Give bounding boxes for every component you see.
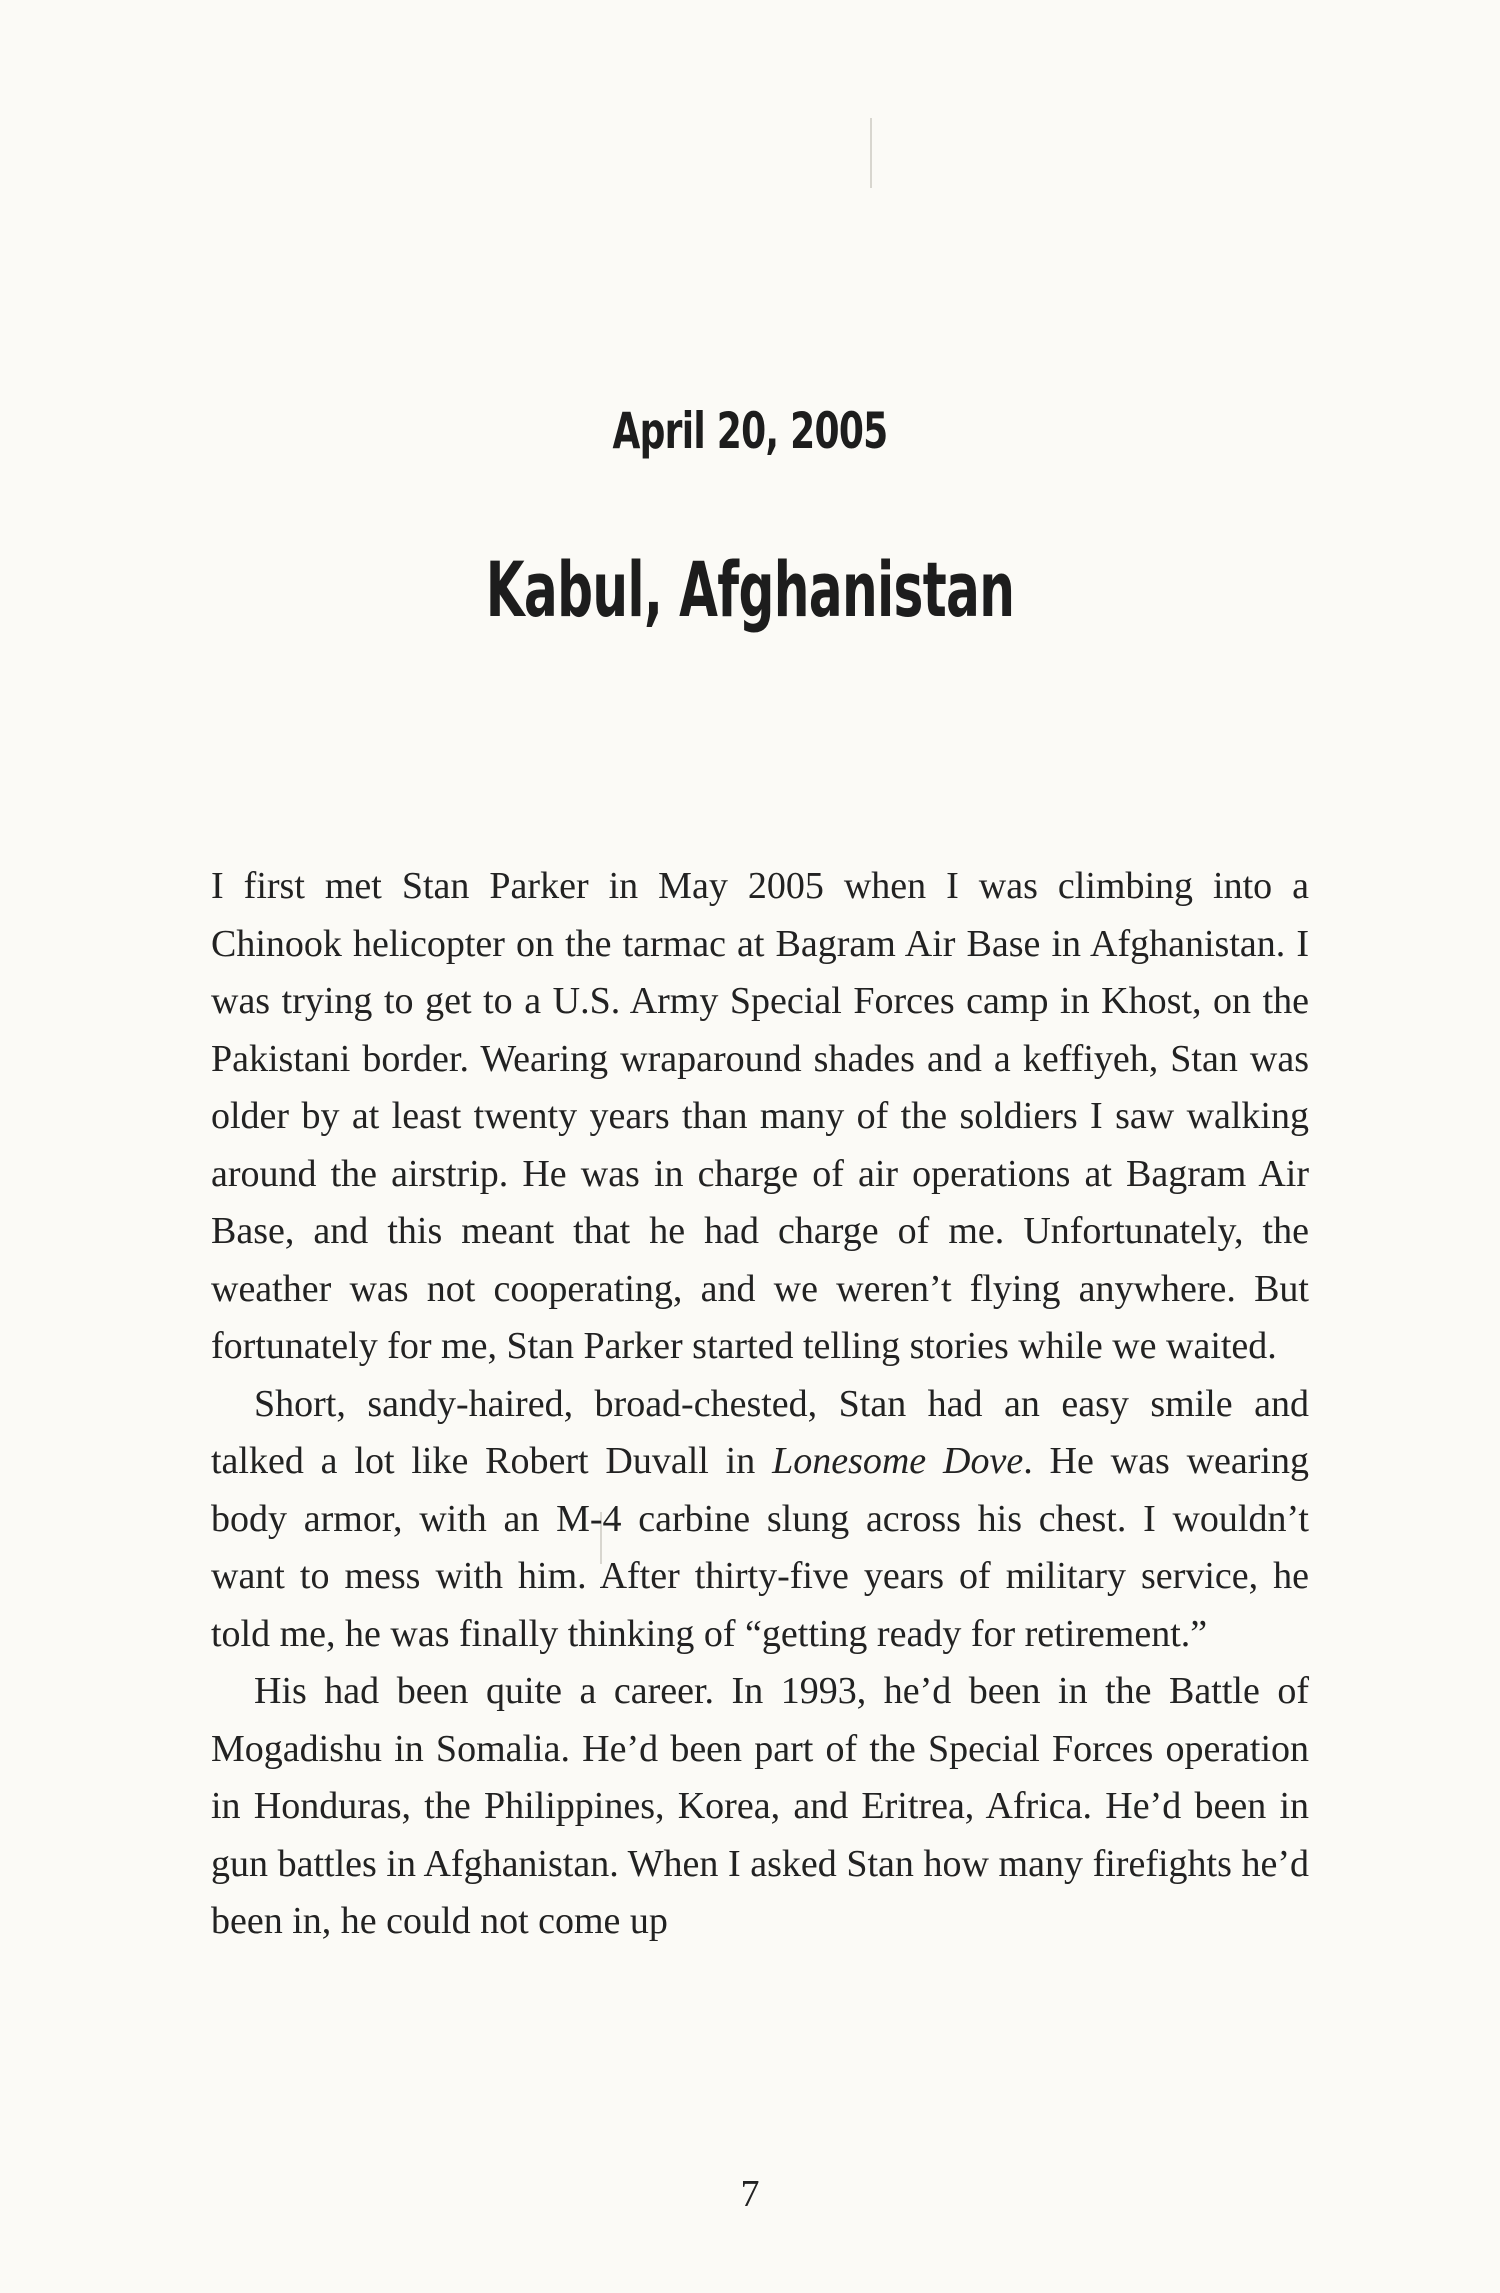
paragraph: I first met Stan Parker in May 2005 when I was climbing into a Chinook helicopter on the tarmac at Bagram Air Base in Afghanistan. I was trying to get to a U.S. Army Special Forces camp in Khost, on the Pakistani border. Wearing wraparound shades and a keffiyeh, Stan was older by at least twenty years than many of the soldiers I saw walking around the airstrip. He was in charge of air operations at Bagram Air Base, and this meant that he had charge of me. Unfortunately, the weather was not cooperating, and we weren’t flying anywhere. But fortunately for me, Stan Parker started telling stories while we waited. xyxy=(211,865,1309,1367)
chapter-location: Kabul, Afghanistan xyxy=(485,545,1015,634)
chapter-date: April 20, 2005 xyxy=(612,402,888,460)
paragraph xyxy=(211,1376,1309,1664)
body-text xyxy=(211,858,1309,1951)
paragraph-text: . He was wearing body armor, with an M-4 carbine slung across his chest. I wouldn’t want to mess with him. After thirty-five years of military service, he told me, he was finally thinking of “getting ready for retirement.” xyxy=(211,1440,1309,1655)
scan-mark xyxy=(870,118,872,188)
paragraph-text: Short, sandy-haired, broad-chested, Stan had an easy smile and talked a lot like Robert Duvall in xyxy=(211,1382,1309,1482)
paragraph: His had been quite a career. In 1993, he’d been in the Battle of Mogadishu in Somalia. He’d been part of the Special Forces operation in Honduras, the Philippines, Korea, and Eritrea, Africa. He’d been in gun battles in Afghanistan. When I asked Stan how many firefights he’d been in, he could not come up xyxy=(211,1670,1309,1942)
page-number: 7 xyxy=(740,2173,760,2215)
book-title: Lonesome Dove xyxy=(772,1440,1024,1482)
